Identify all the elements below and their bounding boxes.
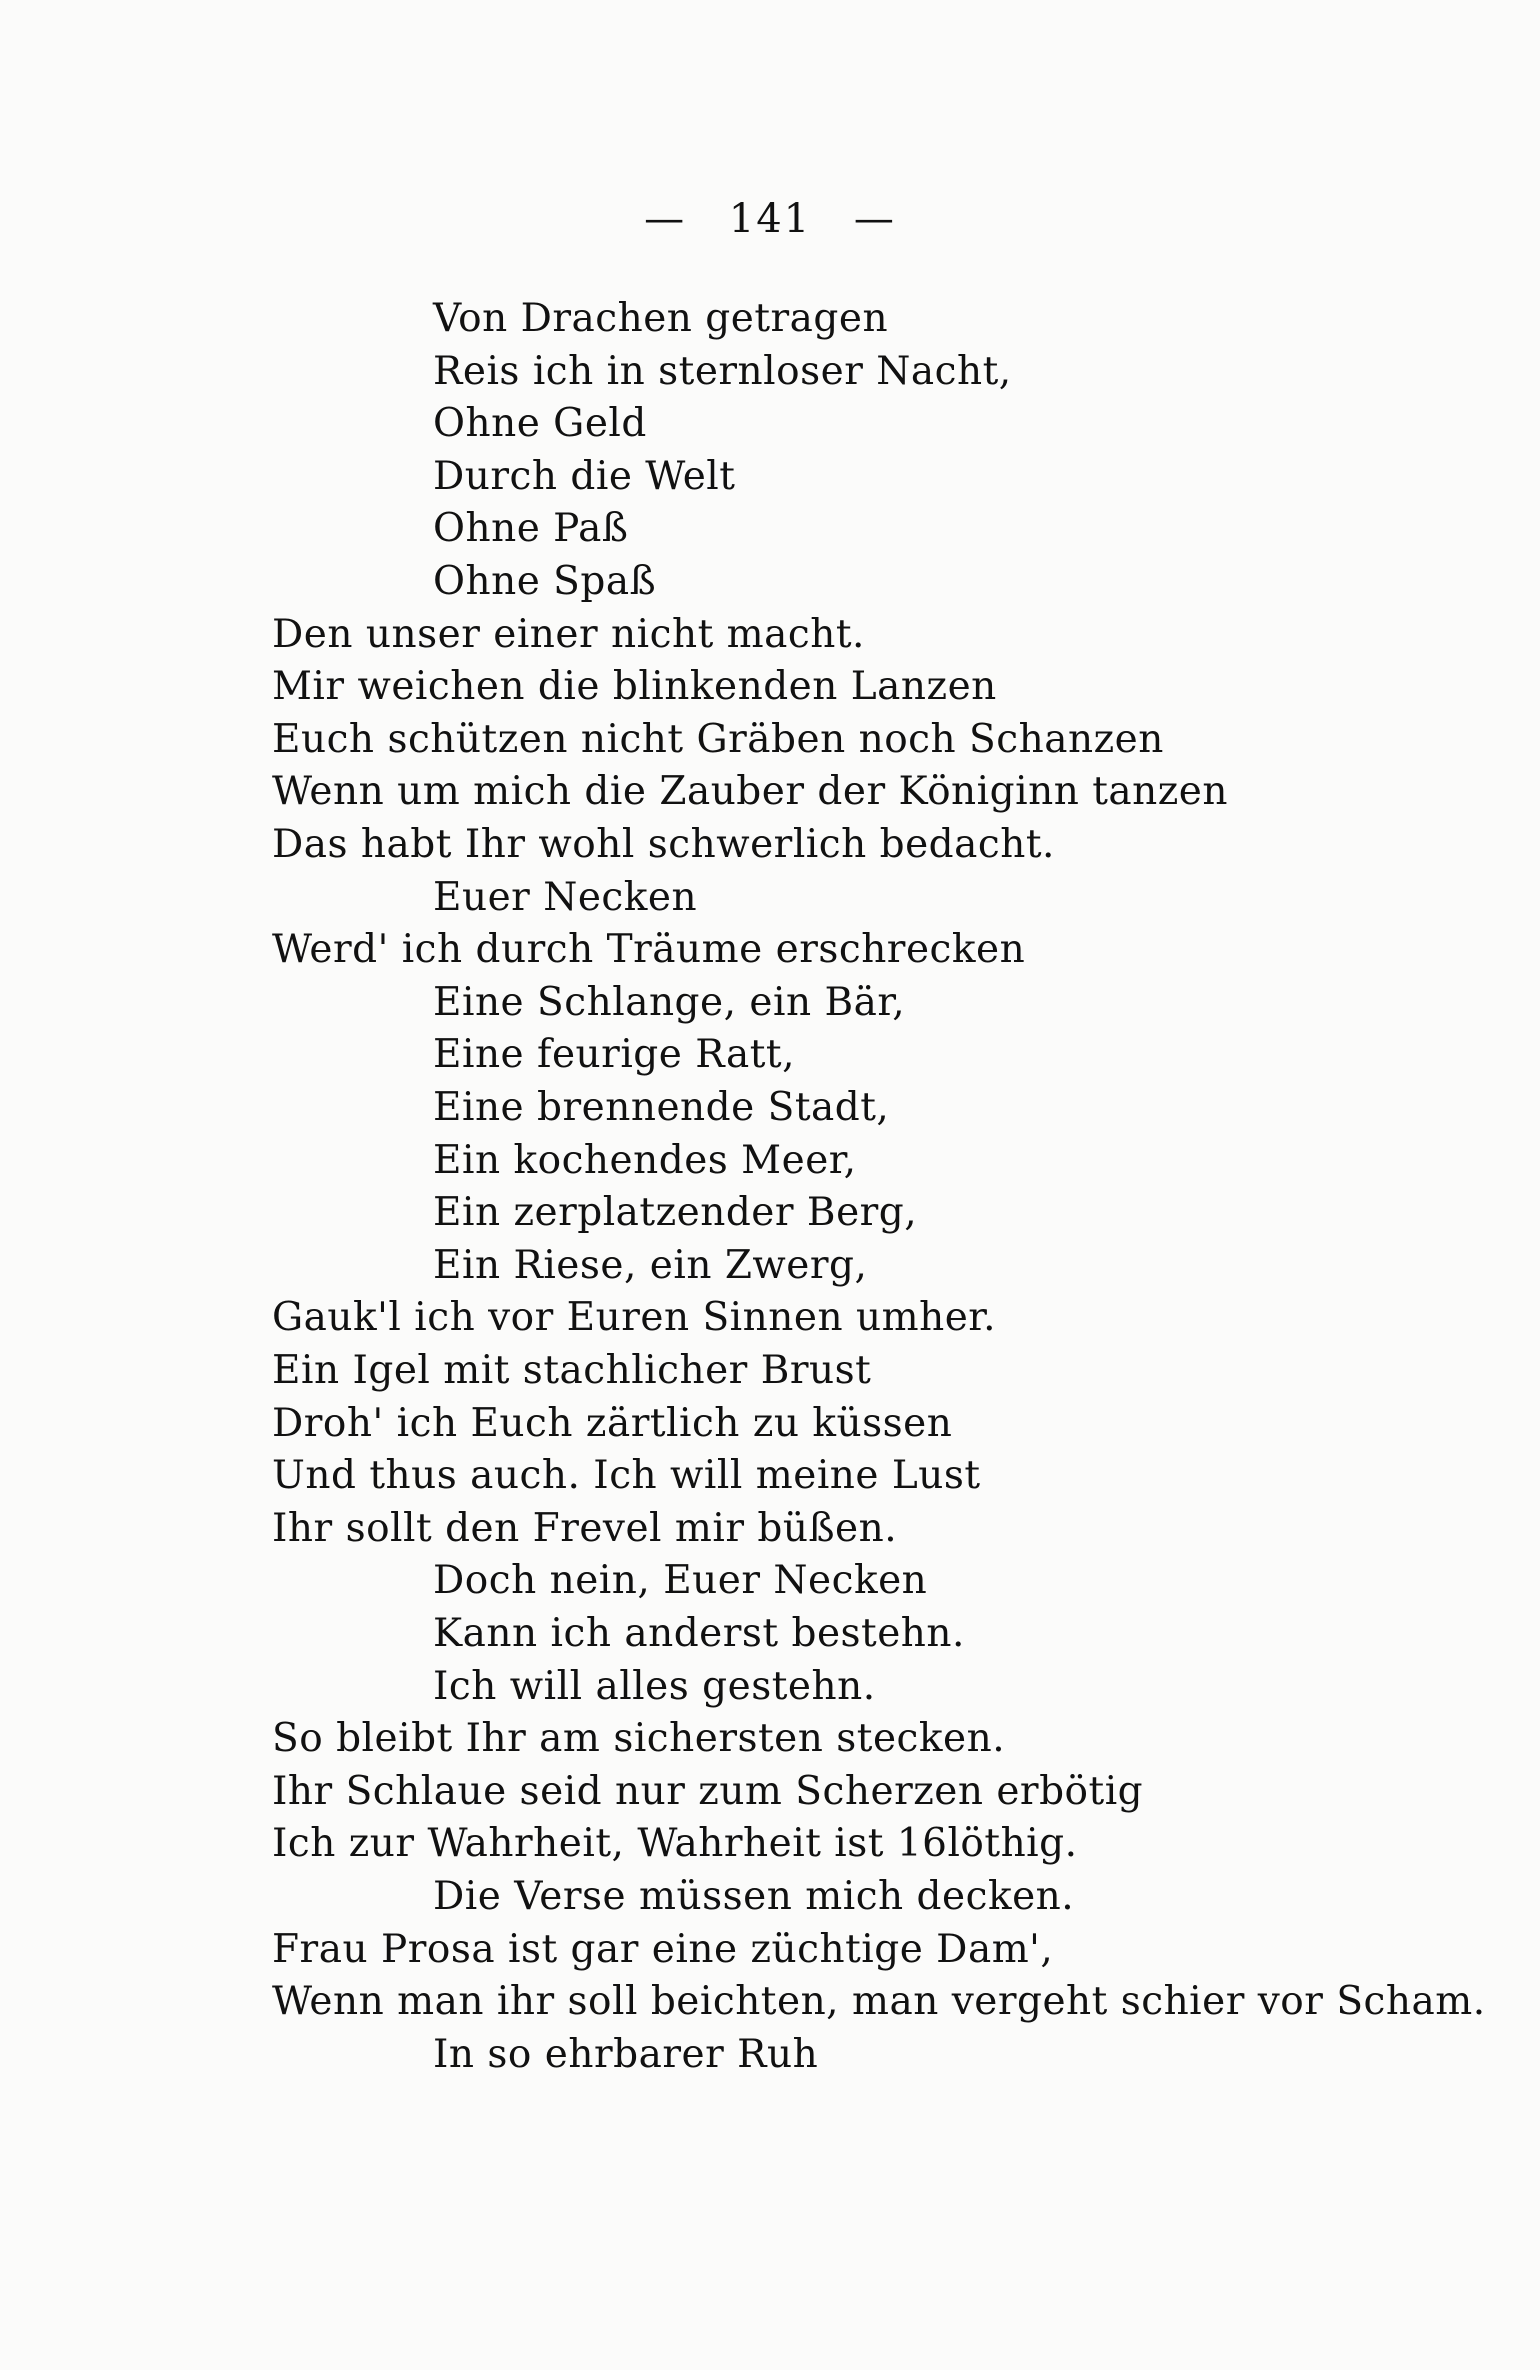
poem-line: So bleibt Ihr am sichersten stecken. (272, 1716, 1006, 1761)
page-number-value: 141 (728, 196, 812, 242)
poem-line: Euch schützen nicht Gräben noch Schanzen (272, 717, 1164, 762)
poem-line: Ich will alles gestehn. (433, 1664, 876, 1709)
poem-line: Ein zerplatzender Berg, (433, 1190, 918, 1235)
poem-line: Frau Prosa ist gar eine züchtige Dam', (272, 1927, 1054, 1972)
poem-line: Wenn um mich die Zauber der Königinn tanzen (272, 769, 1228, 814)
page-number-dash-right: — (853, 196, 896, 242)
poem-line: Ein Igel mit stachlicher Brust (272, 1348, 872, 1393)
poem-line: Eine brennende Stadt, (433, 1085, 890, 1130)
poem-line: Und thus auch. Ich will meine Lust (272, 1453, 981, 1498)
poem-line: Euer Necken (433, 875, 698, 920)
poem-line: Ein kochendes Meer, (433, 1138, 857, 1183)
poem-line: Kann ich anderst bestehn. (433, 1611, 965, 1656)
poem-line: Wenn man ihr soll beichten, man vergeht schier vor Scham. (272, 1979, 1486, 2024)
poem-line: Gauk'l ich vor Euren Sinnen umher. (272, 1295, 997, 1340)
page-number-dash-left: — (644, 196, 687, 242)
poem-line: Mir weichen die blinkenden Lanzen (272, 664, 997, 709)
poem-line: Ohne Spaß (433, 559, 657, 604)
poem-line: Von Drachen getragen (433, 296, 889, 341)
poem-line: Reis ich in sternloser Nacht, (433, 349, 1012, 394)
poem-line: Droh' ich Euch zärtlich zu küssen (272, 1401, 953, 1446)
poem-line: Ohne Geld (433, 401, 647, 446)
poem-line: Eine Schlange, ein Bär, (433, 980, 906, 1025)
poem-line: In so ehrbarer Ruh (433, 2032, 819, 2077)
poem-line: Ihr sollt den Frevel mir büßen. (272, 1506, 898, 1551)
poem-line: Die Verse müssen mich decken. (433, 1874, 1075, 1919)
poem-line: Ihr Schlaue seid nur zum Scherzen erbötig (272, 1769, 1144, 1814)
poem-line: Ein Riese, ein Zwerg, (433, 1243, 868, 1288)
poem-line: Durch die Welt (433, 454, 736, 499)
poem-line: Den unser einer nicht macht. (272, 612, 865, 657)
page-number (0, 196, 1540, 242)
poem-line: Ich zur Wahrheit, Wahrheit ist 16löthig. (272, 1821, 1078, 1866)
poem-line: Das habt Ihr wohl schwerlich bedacht. (272, 822, 1055, 867)
poem-line: Werd' ich durch Träume erschrecken (272, 927, 1026, 972)
poem-line: Eine feurige Ratt, (433, 1032, 795, 1077)
poem-line: Doch nein, Euer Necken (433, 1558, 928, 1603)
poem-line: Ohne Paß (433, 506, 629, 551)
